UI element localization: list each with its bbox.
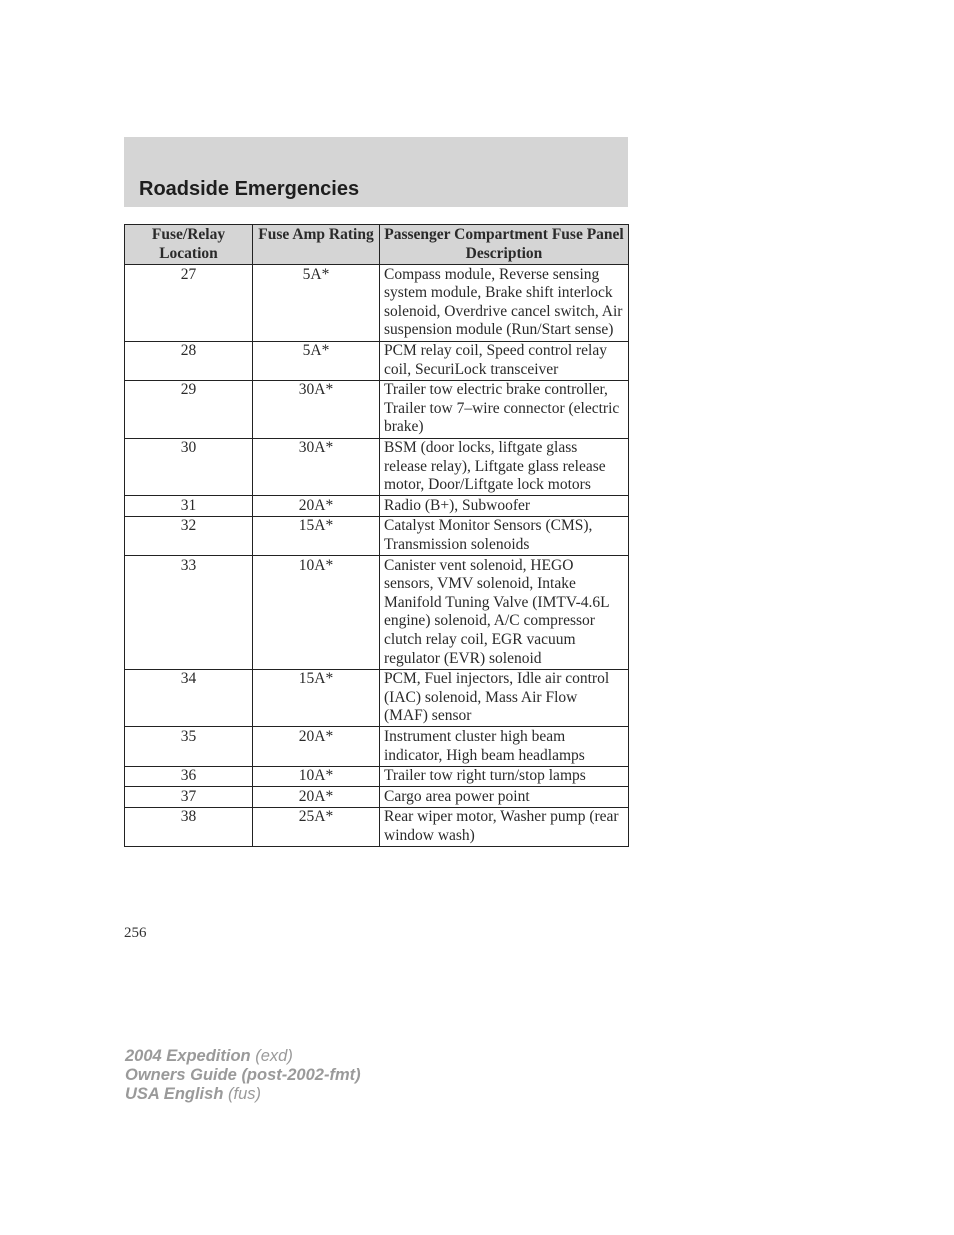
fuse-description: Rear wiper motor, Washer pump (rear window wash) (380, 807, 629, 846)
fuse-location: 28 (125, 341, 253, 380)
footer-model-code: (exd) (255, 1047, 293, 1065)
fuse-description: Instrument cluster high beam indicator, High beam headlamps (380, 727, 629, 766)
table-row (125, 341, 629, 380)
page-number: 256 (124, 925, 147, 941)
fuse-rating: 5A* (253, 265, 380, 341)
table-row (125, 727, 629, 766)
header-rating: Fuse Amp Rating (253, 225, 380, 265)
footer-line-model (125, 1047, 361, 1066)
fuse-rating: 15A* (253, 516, 380, 555)
table-row (125, 265, 629, 341)
table-row (125, 807, 629, 846)
fuse-location: 35 (125, 727, 253, 766)
table-row (125, 766, 629, 787)
fuse-rating: 20A* (253, 496, 380, 517)
table-row (125, 380, 629, 438)
fuse-description: Trailer tow electric brake controller, Trailer tow 7–wire connector (electric brake) (380, 380, 629, 438)
fuse-description: Radio (B+), Subwoofer (380, 496, 629, 517)
fuse-location: 33 (125, 556, 253, 670)
fuse-rating: 10A* (253, 766, 380, 787)
fuse-location: 29 (125, 380, 253, 438)
table-row (125, 787, 629, 808)
document-footer (125, 1047, 361, 1104)
fuse-location: 27 (125, 265, 253, 341)
fuse-location: 36 (125, 766, 253, 787)
fuse-rating: 10A* (253, 556, 380, 670)
fuse-rating: 25A* (253, 807, 380, 846)
table-row (125, 556, 629, 670)
header-location: Fuse/Relay Location (125, 225, 253, 265)
fuse-rating: 5A* (253, 341, 380, 380)
table-header-row (125, 225, 629, 265)
footer-guide: Owners Guide (post-2002-fmt) (125, 1066, 361, 1084)
fuse-rating: 15A* (253, 669, 380, 727)
fuse-description: PCM relay coil, Speed control relay coil, SecuriLock transceiver (380, 341, 629, 380)
footer-model: 2004 Expedition (125, 1047, 251, 1065)
section-title: Roadside Emergencies (139, 178, 360, 200)
footer-line-language (125, 1085, 361, 1104)
fuse-location: 37 (125, 787, 253, 808)
footer-line-guide (125, 1066, 361, 1085)
fuse-location: 31 (125, 496, 253, 517)
fuse-rating: 30A* (253, 380, 380, 438)
fuse-description: Catalyst Monitor Sensors (CMS), Transmission solenoids (380, 516, 629, 555)
fuse-location: 38 (125, 807, 253, 846)
fuse-description: Compass module, Reverse sensing system module, Brake shift interlock solenoid, Overdrive cancel switch, Air suspension module (Run/Start sense) (380, 265, 629, 341)
table-row (125, 669, 629, 727)
fuse-location: 34 (125, 669, 253, 727)
fuse-description: Canister vent solenoid, HEGO sensors, VMV solenoid, Intake Manifold Tuning Valve (IMTV-4.6L engine) solenoid, A/C compressor clutch relay coil, EGR vacuum regulator (EVR) solenoid (380, 556, 629, 670)
fuse-description: BSM (door locks, liftgate glass release relay), Liftgate glass release motor, Door/Liftgate lock motors (380, 438, 629, 496)
fuse-description: Trailer tow right turn/stop lamps (380, 766, 629, 787)
fuse-description: PCM, Fuel injectors, Idle air control (IAC) solenoid, Mass Air Flow (MAF) sensor (380, 669, 629, 727)
fuse-location: 30 (125, 438, 253, 496)
fuse-rating: 30A* (253, 438, 380, 496)
table-row (125, 516, 629, 555)
fuse-rating: 20A* (253, 787, 380, 808)
fuse-rating: 20A* (253, 727, 380, 766)
footer-language-code: (fus) (228, 1085, 261, 1103)
footer-language: USA English (125, 1085, 224, 1103)
section-header-band (124, 137, 628, 207)
table-row (125, 438, 629, 496)
fuse-location: 32 (125, 516, 253, 555)
fuse-description: Cargo area power point (380, 787, 629, 808)
table-row (125, 496, 629, 517)
header-description: Passenger Compartment Fuse Panel Description (380, 225, 629, 265)
fuse-table (124, 224, 629, 847)
